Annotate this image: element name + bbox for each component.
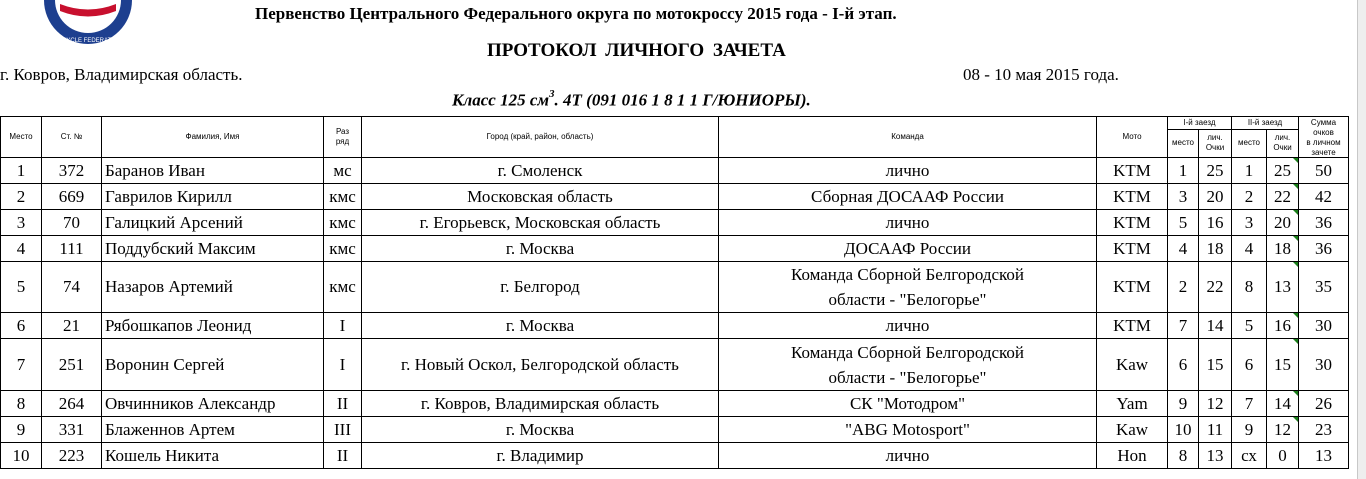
page-edge	[1357, 0, 1366, 479]
header-total-line2: очков	[1313, 128, 1334, 137]
svg-text:CYCLE FEDERATION OF: CYCLE FEDERATION OF	[62, 38, 132, 44]
cell-race2-points: 25	[1267, 158, 1299, 184]
cell-race1-points: 14	[1199, 313, 1232, 339]
cell-team	[719, 339, 1097, 391]
cell-team	[719, 262, 1097, 313]
cell-race2-points: 16	[1267, 313, 1299, 339]
header-total-line4: зачете	[1311, 148, 1336, 157]
cell-race2-points: 14	[1267, 391, 1299, 417]
table-row	[1, 236, 1349, 262]
cell-race1-position: 5	[1168, 210, 1199, 236]
cell-race2-position: 7	[1232, 391, 1267, 417]
cell-rank: II	[324, 443, 362, 469]
cell-total: 23	[1299, 417, 1349, 443]
cell-race2-position: 4	[1232, 236, 1267, 262]
cell-city: г. Владимир	[362, 443, 719, 469]
cell-total: 36	[1299, 236, 1349, 262]
cell-name: Галицкий Арсений	[102, 210, 324, 236]
header-total-line1: Сумма	[1310, 118, 1337, 127]
dates-text: 08 - 10 мая 2015 года.	[963, 65, 1119, 84]
cell-race1-points: 12	[1199, 391, 1232, 417]
cell-city: г. Москва	[362, 236, 719, 262]
table-row	[1, 262, 1349, 313]
cell-start-number: 74	[42, 262, 102, 313]
cell-city: г. Егорьевск, Московская область	[362, 210, 719, 236]
cell-race2-points: 0	[1267, 443, 1299, 469]
cell-race2-points: 15	[1267, 339, 1299, 391]
cell-name: Овчинников Александр	[102, 391, 324, 417]
header-place: Место	[1, 117, 42, 158]
cell-team-line1: Команда Сборной Белгородской	[790, 342, 1025, 362]
cell-moto: Hon	[1097, 443, 1168, 469]
cell-race2-points: 18	[1267, 236, 1299, 262]
cell-place: 9	[1, 417, 42, 443]
cell-moto: KTM	[1097, 158, 1168, 184]
cell-team: "ABG Motosport"	[719, 417, 1097, 443]
cell-race1-position: 7	[1168, 313, 1199, 339]
cell-place: 7	[1, 339, 42, 391]
cell-name: Баранов Иван	[102, 158, 324, 184]
cell-race2-position: 5	[1232, 313, 1267, 339]
federation-logo	[40, 0, 136, 44]
cell-moto: KTM	[1097, 184, 1168, 210]
cell-rank: кмс	[324, 184, 362, 210]
cell-total: 50	[1299, 158, 1349, 184]
cell-team-line1: Команда Сборной Белгородской	[790, 265, 1025, 284]
header-race2: II-й заезд	[1232, 117, 1299, 130]
cell-city: г. Москва	[362, 313, 719, 339]
cell-race1-points: 25	[1199, 158, 1232, 184]
header-race1-position: место	[1168, 129, 1199, 157]
cell-name: Поддубский Максим	[102, 236, 324, 262]
header-city: Город (край, район, область)	[362, 117, 719, 158]
cell-team: лично	[719, 313, 1097, 339]
cell-team: ДОСААФ России	[719, 236, 1097, 262]
cell-name: Назаров Артемий	[102, 262, 324, 313]
class-title	[452, 90, 811, 111]
cell-start-number: 21	[42, 313, 102, 339]
cell-race2-position: 2	[1232, 184, 1267, 210]
event-title: Первенство Центрального Федерального округа по мотокроссу 2015 года - I-й этап.	[255, 4, 897, 23]
cell-moto: Kaw	[1097, 417, 1168, 443]
cell-start-number: 70	[42, 210, 102, 236]
cell-race2-position: 9	[1232, 417, 1267, 443]
header-rank-line1: Раз	[335, 127, 350, 136]
cell-rank: мс	[324, 158, 362, 184]
cell-team: лично	[719, 210, 1097, 236]
cell-race1-position: 8	[1168, 443, 1199, 469]
cell-moto: KTM	[1097, 313, 1168, 339]
table-row	[1, 210, 1349, 236]
cell-race1-points: 20	[1199, 184, 1232, 210]
cell-race2-points: 13	[1267, 262, 1299, 313]
table-row	[1, 417, 1349, 443]
cell-race2-position: 1	[1232, 158, 1267, 184]
header-name: Фамилия, Имя	[102, 117, 324, 158]
venue-text: г. Ковров, Владимирская область.	[0, 65, 243, 84]
table-row	[1, 391, 1349, 417]
cell-race1-position: 6	[1168, 339, 1199, 391]
header-race1-points	[1199, 129, 1232, 157]
cell-team-line2: области - "Белогорье"	[828, 290, 987, 309]
cell-total: 26	[1299, 391, 1349, 417]
header-race1: I-й заезд	[1168, 117, 1232, 130]
cell-start-number: 111	[42, 236, 102, 262]
cell-race2-position: 3	[1232, 210, 1267, 236]
cell-team: Сборная ДОСААФ России	[719, 184, 1097, 210]
cell-rank: I	[324, 339, 362, 391]
cell-race1-position: 4	[1168, 236, 1199, 262]
header-total	[1299, 117, 1349, 158]
cell-city: г. Москва	[362, 417, 719, 443]
cell-city: г. Ковров, Владимирская область	[362, 391, 719, 417]
cell-total: 13	[1299, 443, 1349, 469]
header-race2-points-line1: лич.	[1274, 133, 1291, 143]
cell-rank: I	[324, 313, 362, 339]
cell-race1-position: 10	[1168, 417, 1199, 443]
header-total-line3: в личном	[1306, 138, 1341, 147]
cell-place: 3	[1, 210, 42, 236]
cell-name: Гаврилов Кирилл	[102, 184, 324, 210]
cell-race1-position: 1	[1168, 158, 1199, 184]
cell-moto: Kaw	[1097, 339, 1168, 391]
cell-rank: кмс	[324, 210, 362, 236]
header-team: Команда	[719, 117, 1097, 158]
cell-race1-position: 9	[1168, 391, 1199, 417]
cell-name: Кошель Никита	[102, 443, 324, 469]
cell-moto: KTM	[1097, 262, 1168, 313]
class-prefix: Класс 125 см	[452, 90, 550, 110]
cell-race2-points: 22	[1267, 184, 1299, 210]
cell-rank: III	[324, 417, 362, 443]
header-rank	[324, 117, 362, 158]
cell-name: Воронин Сергей	[102, 339, 324, 391]
header-race2-points	[1267, 129, 1299, 157]
protocol-title: ПРОТОКОЛ ЛИЧНОГО ЗАЧЕТА	[487, 40, 786, 61]
cell-start-number: 372	[42, 158, 102, 184]
cell-race1-points: 16	[1199, 210, 1232, 236]
cell-race1-points: 11	[1199, 417, 1232, 443]
class-superscript: 3	[549, 88, 555, 100]
cell-total: 30	[1299, 313, 1349, 339]
table-row	[1, 313, 1349, 339]
cell-start-number: 264	[42, 391, 102, 417]
cell-race1-points: 13	[1199, 443, 1232, 469]
cell-total: 30	[1299, 339, 1349, 391]
cell-name: Рябошкапов Леонид	[102, 313, 324, 339]
cell-city: Московская область	[362, 184, 719, 210]
cell-team-line2: области - "Белогорье"	[828, 367, 987, 387]
header-moto: Мото	[1097, 117, 1168, 158]
cell-city: г. Новый Оскол, Белгородской область	[362, 339, 719, 391]
cell-place: 1	[1, 158, 42, 184]
cell-moto: KTM	[1097, 236, 1168, 262]
class-suffix: . 4Т (091 016 1 8 1 1 Г/ЮНИОРЫ).	[554, 90, 811, 110]
cell-place: 8	[1, 391, 42, 417]
cell-team: лично	[719, 158, 1097, 184]
cell-race2-position: 8	[1232, 262, 1267, 313]
cell-race2-position: 6	[1232, 339, 1267, 391]
header-race2-position: место	[1232, 129, 1267, 157]
cell-rank: кмс	[324, 262, 362, 313]
cell-race1-points: 22	[1199, 262, 1232, 313]
cell-start-number: 331	[42, 417, 102, 443]
cell-moto: KTM	[1097, 210, 1168, 236]
cell-moto: Yam	[1097, 391, 1168, 417]
cell-rank: II	[324, 391, 362, 417]
cell-race2-points: 20	[1267, 210, 1299, 236]
cell-place: 6	[1, 313, 42, 339]
header-start-number: Ст. №	[42, 117, 102, 158]
results-table	[0, 116, 1349, 469]
cell-place: 5	[1, 262, 42, 313]
cell-total: 35	[1299, 262, 1349, 313]
table-row	[1, 339, 1349, 391]
cell-total: 42	[1299, 184, 1349, 210]
cell-start-number: 251	[42, 339, 102, 391]
table-row	[1, 158, 1349, 184]
cell-start-number: 669	[42, 184, 102, 210]
cell-race1-position: 2	[1168, 262, 1199, 313]
table-row	[1, 184, 1349, 210]
cell-city: г. Белгород	[362, 262, 719, 313]
cell-place: 4	[1, 236, 42, 262]
cell-race1-position: 3	[1168, 184, 1199, 210]
cell-race2-points: 12	[1267, 417, 1299, 443]
cell-city: г. Смоленск	[362, 158, 719, 184]
cell-team: СК "Мотодром"	[719, 391, 1097, 417]
header-race1-points-line1: лич.	[1207, 133, 1223, 143]
cell-race1-points: 15	[1199, 339, 1232, 391]
header-race1-points-line2: Очки	[1205, 143, 1225, 153]
cell-race1-points: 18	[1199, 236, 1232, 262]
cell-start-number: 223	[42, 443, 102, 469]
header-rank-line2: ряд	[335, 137, 350, 146]
cell-place: 2	[1, 184, 42, 210]
cell-race2-position: сх	[1232, 443, 1267, 469]
cell-team: лично	[719, 443, 1097, 469]
cell-rank: кмс	[324, 236, 362, 262]
header-race2-points-line2: Очки	[1273, 143, 1292, 153]
cell-place: 10	[1, 443, 42, 469]
cell-name: Блаженнов Артем	[102, 417, 324, 443]
cell-total: 36	[1299, 210, 1349, 236]
table-row	[1, 443, 1349, 469]
